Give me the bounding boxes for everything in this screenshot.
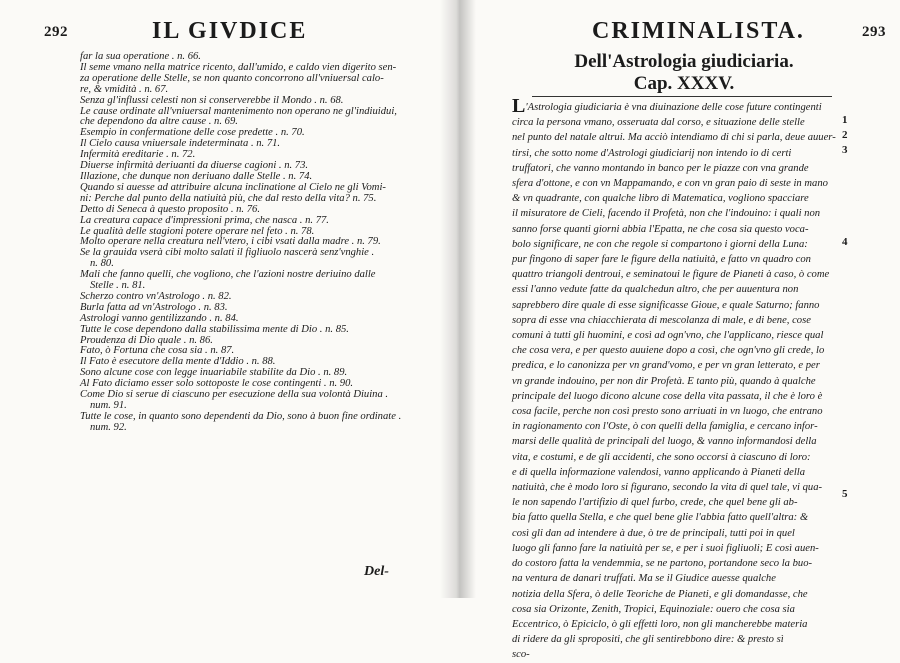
summary-line: La creatura capace d'impressioni prima, che nasca . n. 77. — [80, 214, 329, 226]
body-line: bolo significare, ne con che regole si compartono i giorni della Luna: — [512, 238, 808, 250]
body-line: na ventura de danari truffati. Ma se il Giudice auesse qualche — [512, 573, 776, 585]
body-line: circa la persona vmano, osseruata dal corso, e situazione delle stelle — [512, 117, 805, 129]
summary-line: n. 80. — [90, 258, 114, 270]
body-line: principale del luogo dicono alcune cose della vita passata, il che è loro è — [512, 390, 823, 402]
body-line: saprebbero dire quale di esse significasse Gioue, e quale Saturno; fanno — [512, 299, 820, 311]
body-line: sfera d'ottone, e con vn Mappamando, e con vn gran paio di seste in mano — [512, 178, 828, 190]
summary-line: num. 92. — [90, 421, 127, 433]
chapter-number: Cap. XXXV. — [633, 73, 735, 94]
catchword: Del- — [364, 564, 389, 579]
body-line: pur fingono di saper fare le figure della natiuità, e fatto vn quadro con — [512, 254, 811, 266]
summary-line: Tutte le cose, in quanto sono dependenti da Dio, sono à buon fine ordinate . — [80, 410, 402, 422]
body-line: notizia della Sfera, ò delle Teoriche de Pianeti, e gli domandasse, che — [512, 588, 808, 600]
body-line: cosa sia Orizonte, Zenith, Tropici, Equinoziale: ouero che cosa sia — [512, 603, 795, 615]
body-line: sanno forse quanti giorni abbia l'Epatta, ne che cosa sia questo voca- — [512, 223, 809, 235]
body-line: quattro triangoli dentroui, e seminatoui le figure de Pianeti à caso, ò come — [512, 269, 830, 281]
left-page-number: 292 — [44, 24, 68, 40]
chapter-title: Dell'Astrologia giudiciaria. — [574, 51, 794, 72]
summary-line: Le cause ordinate all'vniuersal mantenimento non operano ne gl'indiuidui, — [80, 105, 397, 117]
heading-rule — [532, 96, 832, 97]
margin-number: 3 — [842, 144, 848, 156]
margin-number: 2 — [842, 129, 848, 141]
left-running-header — [0, 18, 452, 52]
body-line: così gli dan ad intendere à due, ò tre de principali, tutti poi in quel — [512, 527, 795, 539]
right-page — [468, 0, 900, 661]
body-line: in ragionamento con l'Oste, ò con quelli della famiglia, e cercano infor- — [512, 421, 818, 433]
summary-line: Detto di Seneca à questo proposito . n. 76. — [80, 203, 260, 215]
summary-line: Fato, ò Fortuna che cosa sia . n. 87. — [80, 345, 235, 357]
right-page-number: 293 — [862, 24, 886, 40]
summary-line: Sono alcune cose con legge inuariabile stabilite da Dio . n. 89. — [80, 367, 348, 379]
summary-line: Se la grauida vserà cibi molto salati il figliuolo nascerà senz'vnghie . — [80, 247, 375, 259]
body-line: il misuratore de Cieli, facendo il Profetà, non che l'indouino: i quali non — [512, 208, 821, 220]
summary-line: Proudenza di Dio quale . n. 86. — [80, 334, 213, 346]
body-line: e di quella informazione valendosi, vanno applicando à Pianeti della — [512, 466, 806, 478]
right-running-header — [468, 18, 900, 52]
right-running-head: CRIMINALISTA. — [592, 18, 805, 44]
body-line: nel punto del natale altrui. Ma acciò intendiamo di chi si parla, deue auuer- — [512, 132, 836, 144]
margin-number: 1 — [842, 114, 848, 126]
summary-line: Infermità ereditarie . n. 72. — [80, 149, 196, 161]
body-line: truffatori, che vanno montando in banco per le piazze con vna grande — [512, 162, 809, 174]
summary-line: Molto operare nella creatura nell'vtero, i cibi vsati dalla madre . n. 79. — [80, 236, 381, 248]
summary-line: za operatione delle Stelle, se non quanto concorrono all'vniuersal calo- — [80, 72, 384, 84]
summary-line: Esempio in confermatione delle cose predette . n. 70. — [80, 127, 305, 139]
body-line: & vn quadrante, con qualche libro di Matematica, vogliono spacciare — [512, 193, 809, 205]
body-line: tirsi, che sotto nome d'Astrologi giudiciarij non intendo io di certi — [512, 147, 792, 159]
summary-line: re, & vmidità . n. 67. — [80, 83, 169, 95]
body-line: do costoro fatta la vendemmia, se ne partono, portandone seco la buo- — [512, 558, 813, 570]
summary-line: Il Fato è esecutore della mente d'Iddio . n. 88. — [80, 356, 276, 368]
chapter-summary-list — [80, 52, 420, 434]
summary-line: Mali che fanno quelli, che vogliono, che l'azioni nostre deriuino dalle — [80, 269, 376, 281]
summary-line: Il seme vmano nella matrice ricento, dall'umido, e caldo vien digerito sen- — [80, 61, 397, 73]
summary-line: Scherzo contro vn'Astrologo . n. 82. — [80, 290, 232, 302]
body-line-text: 'Astrologia giudiciaria è vna diuinazione delle cose future contingenti — [525, 102, 822, 113]
body-line: le non sapendo l'artifizio di quel furbo, crede, che quel bene gli ab- — [512, 497, 798, 509]
margin-number: 4 — [842, 236, 848, 248]
summary-line: Stelle . n. 81. — [90, 280, 146, 292]
body-line: vn grande indouino, per non dir Profetà. E tanto più, quando à qualche — [512, 375, 816, 387]
chapter-body — [512, 95, 850, 663]
left-page — [0, 0, 452, 598]
drop-cap: L — [512, 95, 526, 117]
summary-line: ni: Perche dal punto della natiuità più, che dal resto della vita? n. 75. — [80, 192, 377, 204]
chapter-heading — [468, 52, 900, 94]
summary-line: Diuerse infirmità deriuanti da diuerse cagioni . n. 73. — [80, 160, 309, 172]
summary-line: Come Dio si serue di ciascuno per esecuzione della sua volontà Diuina . — [80, 389, 389, 401]
body-line: bia fatto quella Stella, e che quel bene glie l'abbia fatto quell'altra: & — [512, 512, 809, 524]
body-line: comuni à tutti gli huomini, e così ad ogn'vno, che l'applicano, riesce qual — [512, 330, 824, 342]
body-line — [512, 95, 850, 117]
summary-line: Astrologi vanno gentilizzando . n. 84. — [80, 312, 239, 324]
summary-line: Burla fatta ad vn'Astrologo . n. 83. — [80, 301, 228, 313]
body-line: predica, e lo canonizza per vn grand'vomo, e per vn gran letterato, e per — [512, 360, 820, 372]
body-line: di ridere da gli spropositi, che gli sentirebbono dire: & presto sì — [512, 634, 784, 646]
body-line: sopra di esse vna chiacchierata di mescolanza di male, e di bene, cose — [512, 314, 811, 326]
summary-line: Quando si auesse ad attribuire alcuna inclinatione al Cielo ne gli Vomi- — [80, 181, 386, 193]
body-line: che cosa vera, e per questo auuiene dopo a così, che ogn'vno gli crede, lo — [512, 345, 825, 357]
summary-line: Le qualità delle stagioni potere operare nel feto . n. 78. — [80, 225, 315, 237]
summary-line: far la sua operatione . n. 66. — [80, 51, 201, 62]
body-line: marsi delle qualità de principali del luogo, & vanno informandosi della — [512, 436, 817, 448]
summary-line: Senza gl'influssi celesti non si conserverebbe il Mondo . n. 68. — [80, 94, 344, 106]
body-line: cosa facile, perche non così presto sono arriuati in vn luogo, che entrano — [512, 406, 823, 418]
body-line: Eccentrico, ò Epiciclo, ò gli effetti loro, non gli mancherebbe materia — [512, 618, 808, 630]
margin-number: 5 — [842, 488, 848, 500]
left-running-head: IL GIVDICE — [152, 18, 308, 44]
summary-line: Il Cielo causa vniuersale indeterminata . n. 71. — [80, 138, 281, 150]
body-line: luogo gli fanno fare la natiuità per se, e per i suoi figliuoli; E così auen- — [512, 542, 819, 554]
body-line: essi l'anno vedute fatte da qualchedun altro, che per auuentura non — [512, 284, 799, 296]
body-line: natiuità, che è modo loro si figurano, secondo la vita di quel tale, vi qua- — [512, 482, 823, 494]
body-line: sco- — [512, 649, 530, 661]
summary-line: Al Fato diciamo esser solo sottoposte le cose contingenti . n. 90. — [80, 378, 354, 390]
summary-line: Illazione, che dunque non deriuano dalle Stelle . n. 74. — [80, 170, 313, 182]
summary-line: che dependono da altre cause . n. 69. — [80, 116, 238, 128]
summary-line: Tutte le cose dependono dalla stabilissima mente di Dio . n. 85. — [80, 323, 349, 335]
body-line: vita, e costumi, e de gli accidenti, che sono occorsi à ciascuno di loro: — [512, 451, 811, 463]
summary-line: num. 91. — [90, 400, 127, 411]
